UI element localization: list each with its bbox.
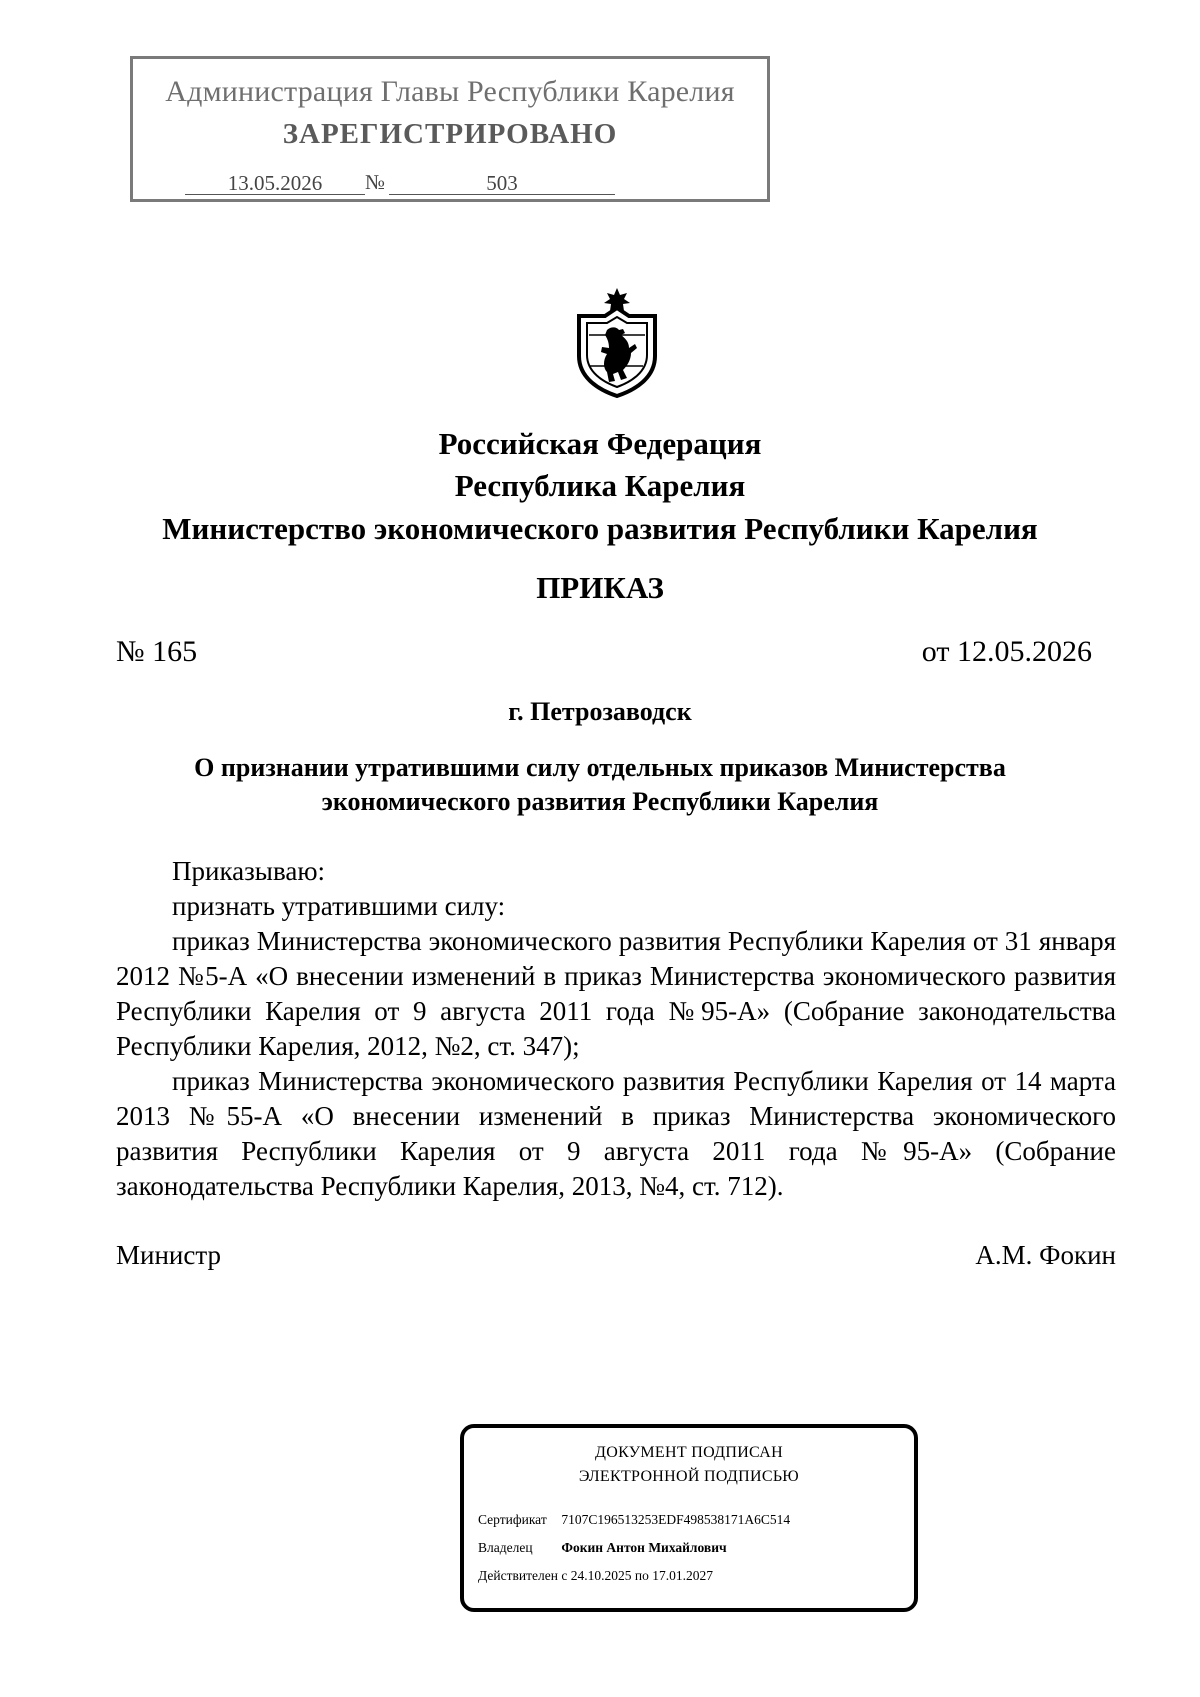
esig-heading-1: ДОКУМЕНТ ПОДПИСАН xyxy=(595,1444,783,1461)
body-line-order: Приказываю: xyxy=(172,856,325,886)
order-title: ПРИКАЗ xyxy=(536,570,664,605)
order-subject-line2: экономического развития Республики Карелия xyxy=(321,787,879,816)
registration-stamp-office: Администрация Главы Республики Карелия xyxy=(165,75,735,108)
esig-certificate-value: 7107C196513253EDF498538171A6C514 xyxy=(561,1512,791,1527)
body-paragraph-2: приказ Министерства экономического развития Республики Карелия от 14 марта 2013 №55-А «О внесении изменений в приказ Министерства экономического развития Республики Карелия от 9 августа 2011 года №95-А» (Собрание законодательства Республики Карелия, 2013, №4, ст. 712). xyxy=(116,1066,1116,1201)
electronic-signature-stamp xyxy=(460,1424,918,1612)
esig-validity-row xyxy=(478,1568,713,1584)
esig-certificate-label: Сертификат xyxy=(478,1512,547,1527)
esig-certificate-row xyxy=(478,1512,790,1528)
body-paragraph-1: приказ Министерства экономического развития Республики Карелия от 31 января 2012 №5-А «О внесении изменений в приказ Министерства экономического развития Республики Карелия от 9 августа 2011 года №95-А» (Собрание законодательства Республики Карелия, 2012, №2, ст. 347); xyxy=(116,926,1116,1061)
registration-number-label: № xyxy=(365,170,386,194)
order-body xyxy=(116,854,1116,1204)
header-ministry: Министерство экономического развития Республики Карелия xyxy=(162,511,1038,546)
registration-date: 13.05.2026 xyxy=(185,172,365,195)
esig-validity-value: с 24.10.2025 по 17.01.2027 xyxy=(561,1568,713,1583)
esig-owner-value: Фокин Антон Михайлович xyxy=(561,1540,727,1555)
header-country: Российская Федерация xyxy=(438,426,762,461)
registration-stamp xyxy=(130,56,770,202)
signatory-name: А.М. Фокин xyxy=(975,1240,1116,1270)
esig-owner-label: Владелец xyxy=(478,1540,533,1555)
order-date: от 12.05.2026 xyxy=(921,635,1092,668)
esig-heading-2: ЭЛЕКТРОННОЙ ПОДПИСЬЮ xyxy=(578,1468,800,1485)
order-subject-line1: О признании утратившими силу отдельных приказов Министерства xyxy=(194,753,1006,782)
order-city: г. Петрозаводск xyxy=(508,697,692,726)
body-line-declare: признать утратившими силу: xyxy=(172,891,506,921)
esig-owner-row xyxy=(478,1540,727,1556)
coat-of-arms-of-karelia-icon xyxy=(571,286,663,398)
registration-number: 503 xyxy=(389,172,615,195)
signatory-role: Министр xyxy=(116,1240,221,1270)
header-republic: Республика Карелия xyxy=(454,468,746,503)
esig-validity-label: Действителен xyxy=(478,1568,558,1583)
order-number: № 165 xyxy=(116,635,198,668)
registration-stamp-status: ЗАРЕГИСТРИРОВАНО xyxy=(282,118,618,150)
